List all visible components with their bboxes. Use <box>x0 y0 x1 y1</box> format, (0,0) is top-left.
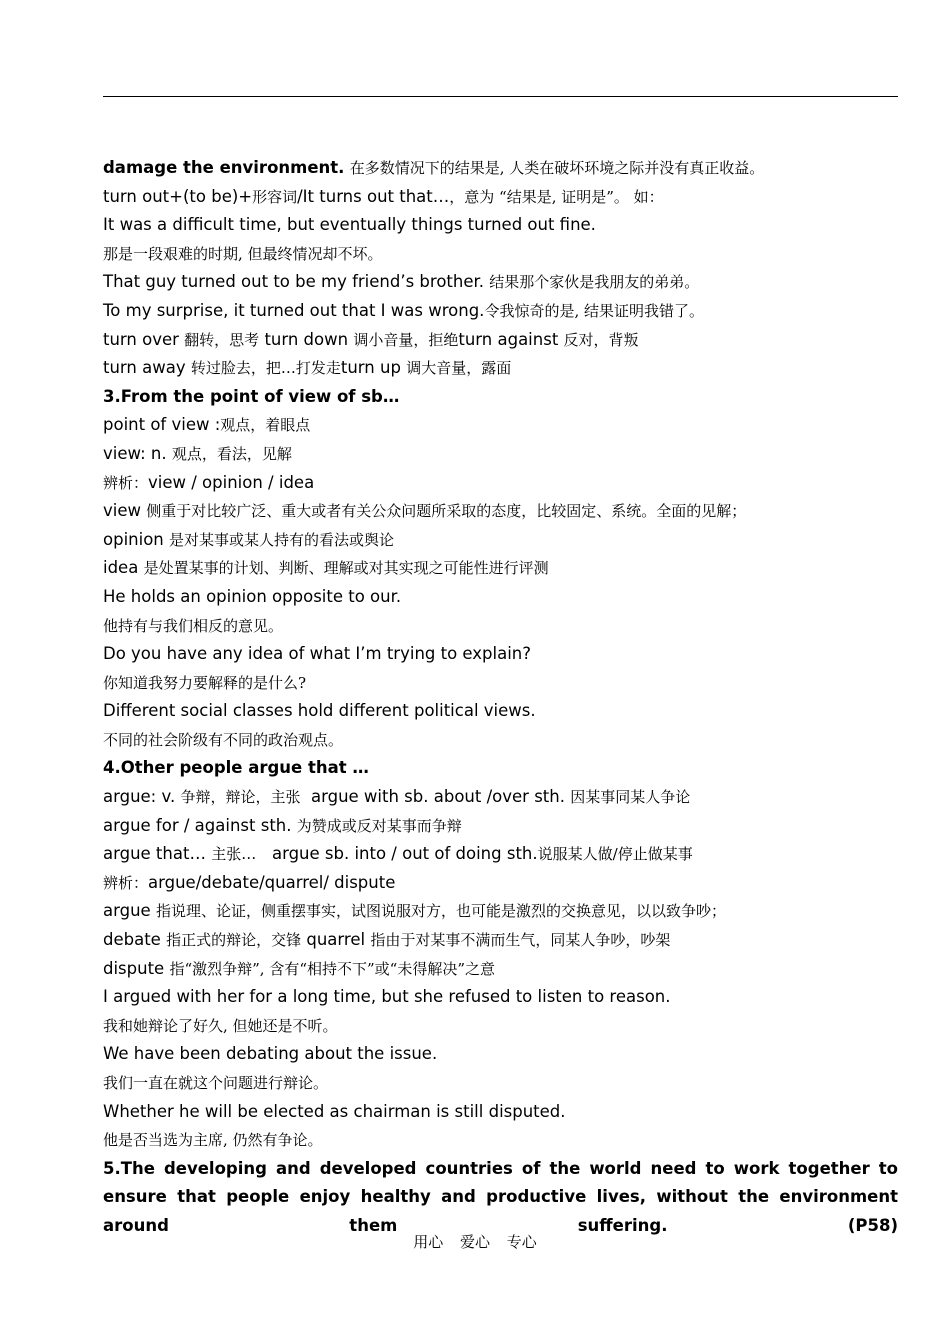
text-line <box>103 183 898 212</box>
english-text: To my surprise, it turned out that I was wrong. <box>103 300 485 320</box>
page-content <box>103 154 898 1241</box>
english-text: view: n. <box>103 443 167 463</box>
english-text: argue with sb. about /over sth. <box>311 787 565 807</box>
text-line <box>103 469 898 498</box>
english-text: point of view : <box>103 415 221 435</box>
chinese-text: 是对某事或某人持有的看法或舆论 <box>169 530 395 549</box>
chinese-text: 说服某人做/停止做某事 <box>537 845 693 864</box>
chinese-text: 是处置某事的计划、判断、理解或对其实现之可能性进行评测 <box>143 559 549 578</box>
section-heading-paragraph <box>103 1155 898 1241</box>
chinese-text: 形容词 <box>252 187 298 206</box>
english-text: view <box>103 501 141 521</box>
text-line <box>103 869 898 898</box>
chinese-text: 我们一直在就这个问题进行辩论。 <box>103 1074 329 1092</box>
chinese-text: 转过脸去，把…打发走 <box>190 359 341 378</box>
heading-text: 3.From the point of view of sb… <box>103 386 400 406</box>
english-text: Different social classes hold different political views. <box>103 701 536 721</box>
english-text: I argued with her for a long time, but she refused to listen to reason. <box>103 987 671 1007</box>
chinese-text: 观点，着眼点 <box>220 416 311 435</box>
chinese-text: 指由于对某事不满而生气，同某人争吵，吵架 <box>370 931 671 950</box>
chinese-text: 为赞成或反对某事而争辩 <box>296 816 462 835</box>
text-line <box>103 1069 898 1098</box>
text-line <box>103 926 898 955</box>
chinese-text: 指“激烈争辩”, 含有“相持不下”或“未得解决”之意 <box>169 959 496 978</box>
english-text: argue sb. into / out of doing sth. <box>271 844 538 864</box>
page-footer: 用心 爱心 专心 <box>413 1233 537 1251</box>
english-text: dispute <box>103 958 165 978</box>
english-text: argue/debate/quarrel/ dispute <box>148 872 396 892</box>
english-text: Whether he will be elected as chairman is still disputed. <box>103 1101 566 1121</box>
english-text: turn up <box>340 358 401 378</box>
text-line <box>103 669 898 698</box>
chinese-text: 他持有与我们相反的意见。 <box>103 616 284 635</box>
text-line <box>103 354 898 383</box>
text-line <box>103 812 898 841</box>
chinese-text: 调小音量，拒绝 <box>353 330 459 349</box>
chinese-text: 不同的社会阶级有不同的政治观点。 <box>103 730 344 749</box>
english-text: He holds an opinion opposite to our. <box>103 586 402 606</box>
chinese-text: 我和她辩论了好久, 但她还是不听。 <box>103 1016 338 1035</box>
chinese-text: 辨析： <box>103 473 149 492</box>
english-text: argue that… <box>103 844 206 864</box>
chinese-text: ，意为 “结果是, 证明是”。 如： <box>449 187 664 206</box>
chinese-text: 在多数情况下的结果是, 人类在破坏环境之际并没有真正收益。 <box>349 159 765 177</box>
text-line <box>103 955 898 984</box>
text-line <box>103 326 898 355</box>
text-line <box>103 840 898 869</box>
text-line <box>103 297 898 326</box>
text-line <box>103 1012 898 1041</box>
text-line <box>103 697 898 726</box>
text-line <box>103 411 898 440</box>
english-text: view / opinion / idea <box>148 472 315 492</box>
chinese-text: 因某事同某人争论 <box>570 788 691 807</box>
english-text: opinion <box>103 529 164 549</box>
english-text: That guy turned out to be my friend’s brother. <box>103 272 485 292</box>
text-line <box>103 497 898 526</box>
english-text: debate <box>103 930 161 950</box>
english-text: It was a difficult time, but eventually things turned out fine. <box>103 215 596 235</box>
text-line <box>103 1126 898 1155</box>
text-line <box>103 526 898 555</box>
english-text: turn over <box>103 329 179 349</box>
chinese-text: 观点，看法，见解 <box>171 444 292 463</box>
text-line <box>103 983 898 1012</box>
heading-text: 4.Other people argue that … <box>103 758 369 778</box>
chinese-text: 主张… <box>211 845 257 864</box>
english-text: argue <box>103 901 151 921</box>
english-text: turn out+(to be)+ <box>103 186 253 206</box>
text-line <box>103 583 898 612</box>
text-line <box>103 268 898 297</box>
text-line <box>103 612 898 641</box>
chinese-text: 调大音量，露面 <box>406 359 512 378</box>
chinese-text: 你知道我努力要解释的是什么? <box>103 673 307 692</box>
text-line <box>103 640 898 669</box>
english-text: idea <box>103 558 139 578</box>
text-line <box>103 726 898 755</box>
chinese-text: 反对，背叛 <box>563 330 639 349</box>
chinese-text: 侧重于对比较广泛、重大或者有关公众问题所采取的态度，比较固定、系统。全面的见解； <box>146 502 747 521</box>
text-line <box>103 240 898 269</box>
english-text: turn away <box>103 358 186 378</box>
english-text: turn down <box>264 329 349 349</box>
chinese-text: 指正式的辩论，交锋 <box>166 931 302 950</box>
english-text: We have been debating about the issue. <box>103 1044 438 1064</box>
heading-text: 5.The developing and developed countries of the world need to work together to ensure that people enjoy healthy and productive lives, without the environment around them suffering. (P58) <box>103 1158 898 1235</box>
text-line <box>103 783 898 812</box>
chinese-text: 结果那个家伙是我朋友的弟弟。 <box>489 273 700 292</box>
text-line <box>103 1040 898 1069</box>
chinese-text: 那是一段艰难的时期, 但最终情况却不坏。 <box>103 244 383 263</box>
english-text: argue for / against sth. <box>103 815 292 835</box>
chinese-text: 翻转，思考 <box>184 330 260 349</box>
section-heading <box>103 754 898 783</box>
english-text: damage the environment. <box>103 158 345 177</box>
text-line <box>103 440 898 469</box>
section-heading <box>103 383 898 412</box>
chinese-text: 他是否当选为主席, 仍然有争论。 <box>103 1131 323 1150</box>
chinese-text: 令我惊奇的是, 结果证明我错了。 <box>484 301 704 320</box>
english-text: argue: v. <box>103 787 176 807</box>
chinese-text: 争辩，辩论，主张 <box>180 788 301 807</box>
chinese-text: 辨析： <box>103 873 149 892</box>
english-text: /It turns out that… <box>297 186 450 206</box>
chinese-text: 指说理、论证，侧重摆事实，试图说服对方，也可能是激烈的交换意见，以以致争吵； <box>155 902 726 921</box>
text-line <box>103 211 898 240</box>
english-text: Do you have any idea of what I’m trying to explain? <box>103 644 532 664</box>
english-text: turn against <box>458 329 559 349</box>
text-line <box>103 1098 898 1127</box>
text-line <box>103 154 898 183</box>
header-rule <box>103 96 898 97</box>
english-text: quarrel <box>306 930 366 950</box>
text-line <box>103 897 898 926</box>
text-line <box>103 554 898 583</box>
